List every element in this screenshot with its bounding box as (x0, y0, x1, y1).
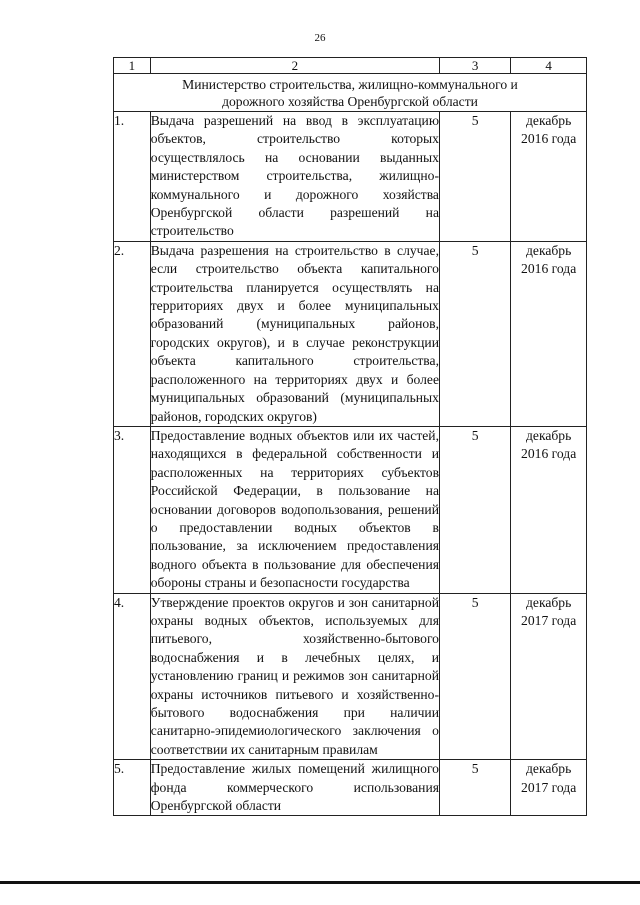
table-row (114, 241, 587, 426)
bottom-rule (0, 881, 640, 884)
section-title-line-1: Министерство строительства, жилищно-коммунального и (182, 77, 518, 92)
deadline-year: 2016 года (521, 446, 577, 462)
row-count: 5 (439, 426, 510, 593)
table-header-row (114, 58, 587, 74)
row-number: 2. (114, 241, 151, 426)
row-count: 5 (439, 760, 510, 816)
deadline-month: декабрь (526, 594, 572, 610)
section-title (114, 74, 587, 112)
row-service-text: Предоставление водных объектов или их частей, находящихся в федеральной собственности и расположенных на территориях субъектов Российской Федерации, в пользование на основании договоров водопользования, решений о предоставлении водных объектов в пользование, за исключением предоставления водного объекта в пользование для обеспечения обороны страны и безопасности государства (150, 426, 439, 593)
services-table (113, 57, 587, 816)
row-number: 4. (114, 593, 151, 760)
table-row (114, 112, 587, 242)
header-col-4: 4 (511, 58, 587, 74)
row-number: 1. (114, 112, 151, 242)
row-service-text: Утверждение проектов округов и зон санитарной охраны водных объектов, используемых для питьевого, хозяйственно-бытового водоснабжения и в лечебных целях, и установлению границ и режимов зон санитарной охраны источников питьевого и хозяйственно-бытового водоснабжения при наличии санитарно-эпидемиологического заключения о соответствии их санитарным правилам (150, 593, 439, 760)
row-count: 5 (439, 593, 510, 760)
deadline-month: декабрь (526, 761, 572, 777)
row-service-text: Предоставление жилых помещений жилищного фонда коммерческого использования Оренбургской области (150, 760, 439, 816)
deadline-month: декабрь (526, 113, 572, 128)
deadline-year: 2016 года (521, 261, 577, 277)
row-deadline (511, 593, 587, 760)
row-number: 3. (114, 426, 151, 593)
table-row (114, 760, 587, 816)
row-count: 5 (439, 241, 510, 426)
header-col-2: 2 (150, 58, 439, 74)
row-deadline (511, 760, 587, 816)
deadline-year: 2017 года (521, 779, 577, 795)
row-count: 5 (439, 112, 510, 242)
deadline-month: декабрь (526, 242, 572, 258)
row-service-text: Выдача разрешений на ввод в эксплуатацию объектов, строительство которых осуществлялось на основании выданных министерством строительства, жилищно-коммунального и дорожного хозяйства Оренбургской области разрешений на строительство (150, 112, 439, 242)
row-deadline (511, 241, 587, 426)
header-col-1: 1 (114, 58, 151, 74)
row-number: 5. (114, 760, 151, 816)
page-number: 26 (314, 32, 326, 44)
deadline-year: 2016 года (521, 131, 577, 147)
row-deadline (511, 112, 587, 242)
header-col-3: 3 (439, 58, 510, 74)
section-row (114, 74, 587, 112)
deadline-year: 2017 года (521, 612, 577, 628)
row-deadline (511, 426, 587, 593)
row-service-text: Выдача разрешения на строительство в случае, если строительство объекта капитального строительства планируется осуществлять на территориях двух и более муниципальных образований (муниципальных районов, городских округов), и в случае реконструкции объекта капитального строительства, расположенного на территориях двух и более муниципальных образований (муниципальных районов, городских округов) (150, 241, 439, 426)
table-row (114, 593, 587, 760)
section-title-line-2: дорожного хозяйства Оренбургской области (222, 94, 478, 109)
deadline-month: декабрь (526, 427, 572, 443)
table-row (114, 426, 587, 593)
